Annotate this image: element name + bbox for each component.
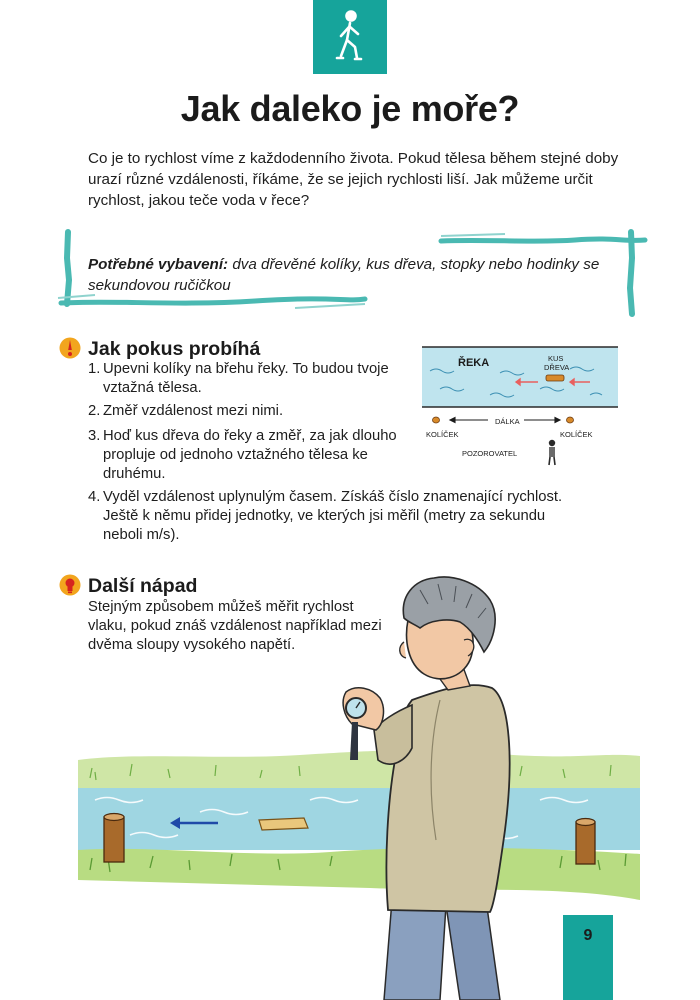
step-number: 1. [88,361,101,377]
riverbank-far [78,750,640,790]
riverbank-near [78,848,640,900]
floating-wood [259,818,308,830]
step-number: 3. [88,428,101,444]
step-text: Upevni kolíky na břehu řeky. To budou tvoje vztažná tělesa. [103,361,389,396]
stake-right [576,819,595,865]
step-number: 4. [88,489,101,505]
step-number: 2. [88,403,101,419]
page-number-tab [563,915,613,1000]
procedure-heading: Jak pokus probíhá [88,338,261,360]
diagram-stake-left-label: KOLÍČEK [426,430,459,439]
page-number: 9 [583,927,593,944]
equipment-list: dva dřevěné kolíky, kus dřeva, stopky nebo hodinky se sekundovou ručičkou [88,256,600,294]
stake-left [104,814,124,863]
diagram-wood-label-1: KUS [548,354,564,363]
idea-heading: Další nápad [88,575,198,597]
page-title: Jak daleko je moře? [180,88,520,129]
intro-paragraph: Co je to rychlost víme z každodenního života. Pokud tělesa během stejné doby urazí různé vzdálenosti, říkáme, že se jejich rychlosti liší. Jak můžeme určit rychlost, jakou teče voda v řece? [88,150,619,209]
idea-text: Stejným způsobem můžeš měřit rychlost vlaku, pokud znáš vzdálenost například mezi dvěma sloupy vysokého napětí. [88,599,382,653]
diagram-distance-label: DÁLKA [495,417,520,426]
diagram-stake-right-label: KOLÍČEK [560,430,593,439]
step-text: Změř vzdálenost mezi nimi. [103,403,284,419]
step-text: Hoď kus dřeva do řeky a změř, za jak dlouho propluje od jednoho vztažného tělesa ke druhému. [103,428,397,482]
diagram-observer-label: POZOROVATEL [462,449,518,458]
diagram-wood-label-2: DŘEVA [544,363,570,372]
equipment-label: Potřebné vybavení: [88,256,229,273]
step-text: Vyděl vzdálenost uplynulým časem. Získáš číslo znamenající rychlost. Ještě k němu přidej jednotky, ve kterých jsi měřil (metry za sekundu neboli m/s). [103,489,563,543]
diagram-river-label: ŘEKA [458,357,490,369]
